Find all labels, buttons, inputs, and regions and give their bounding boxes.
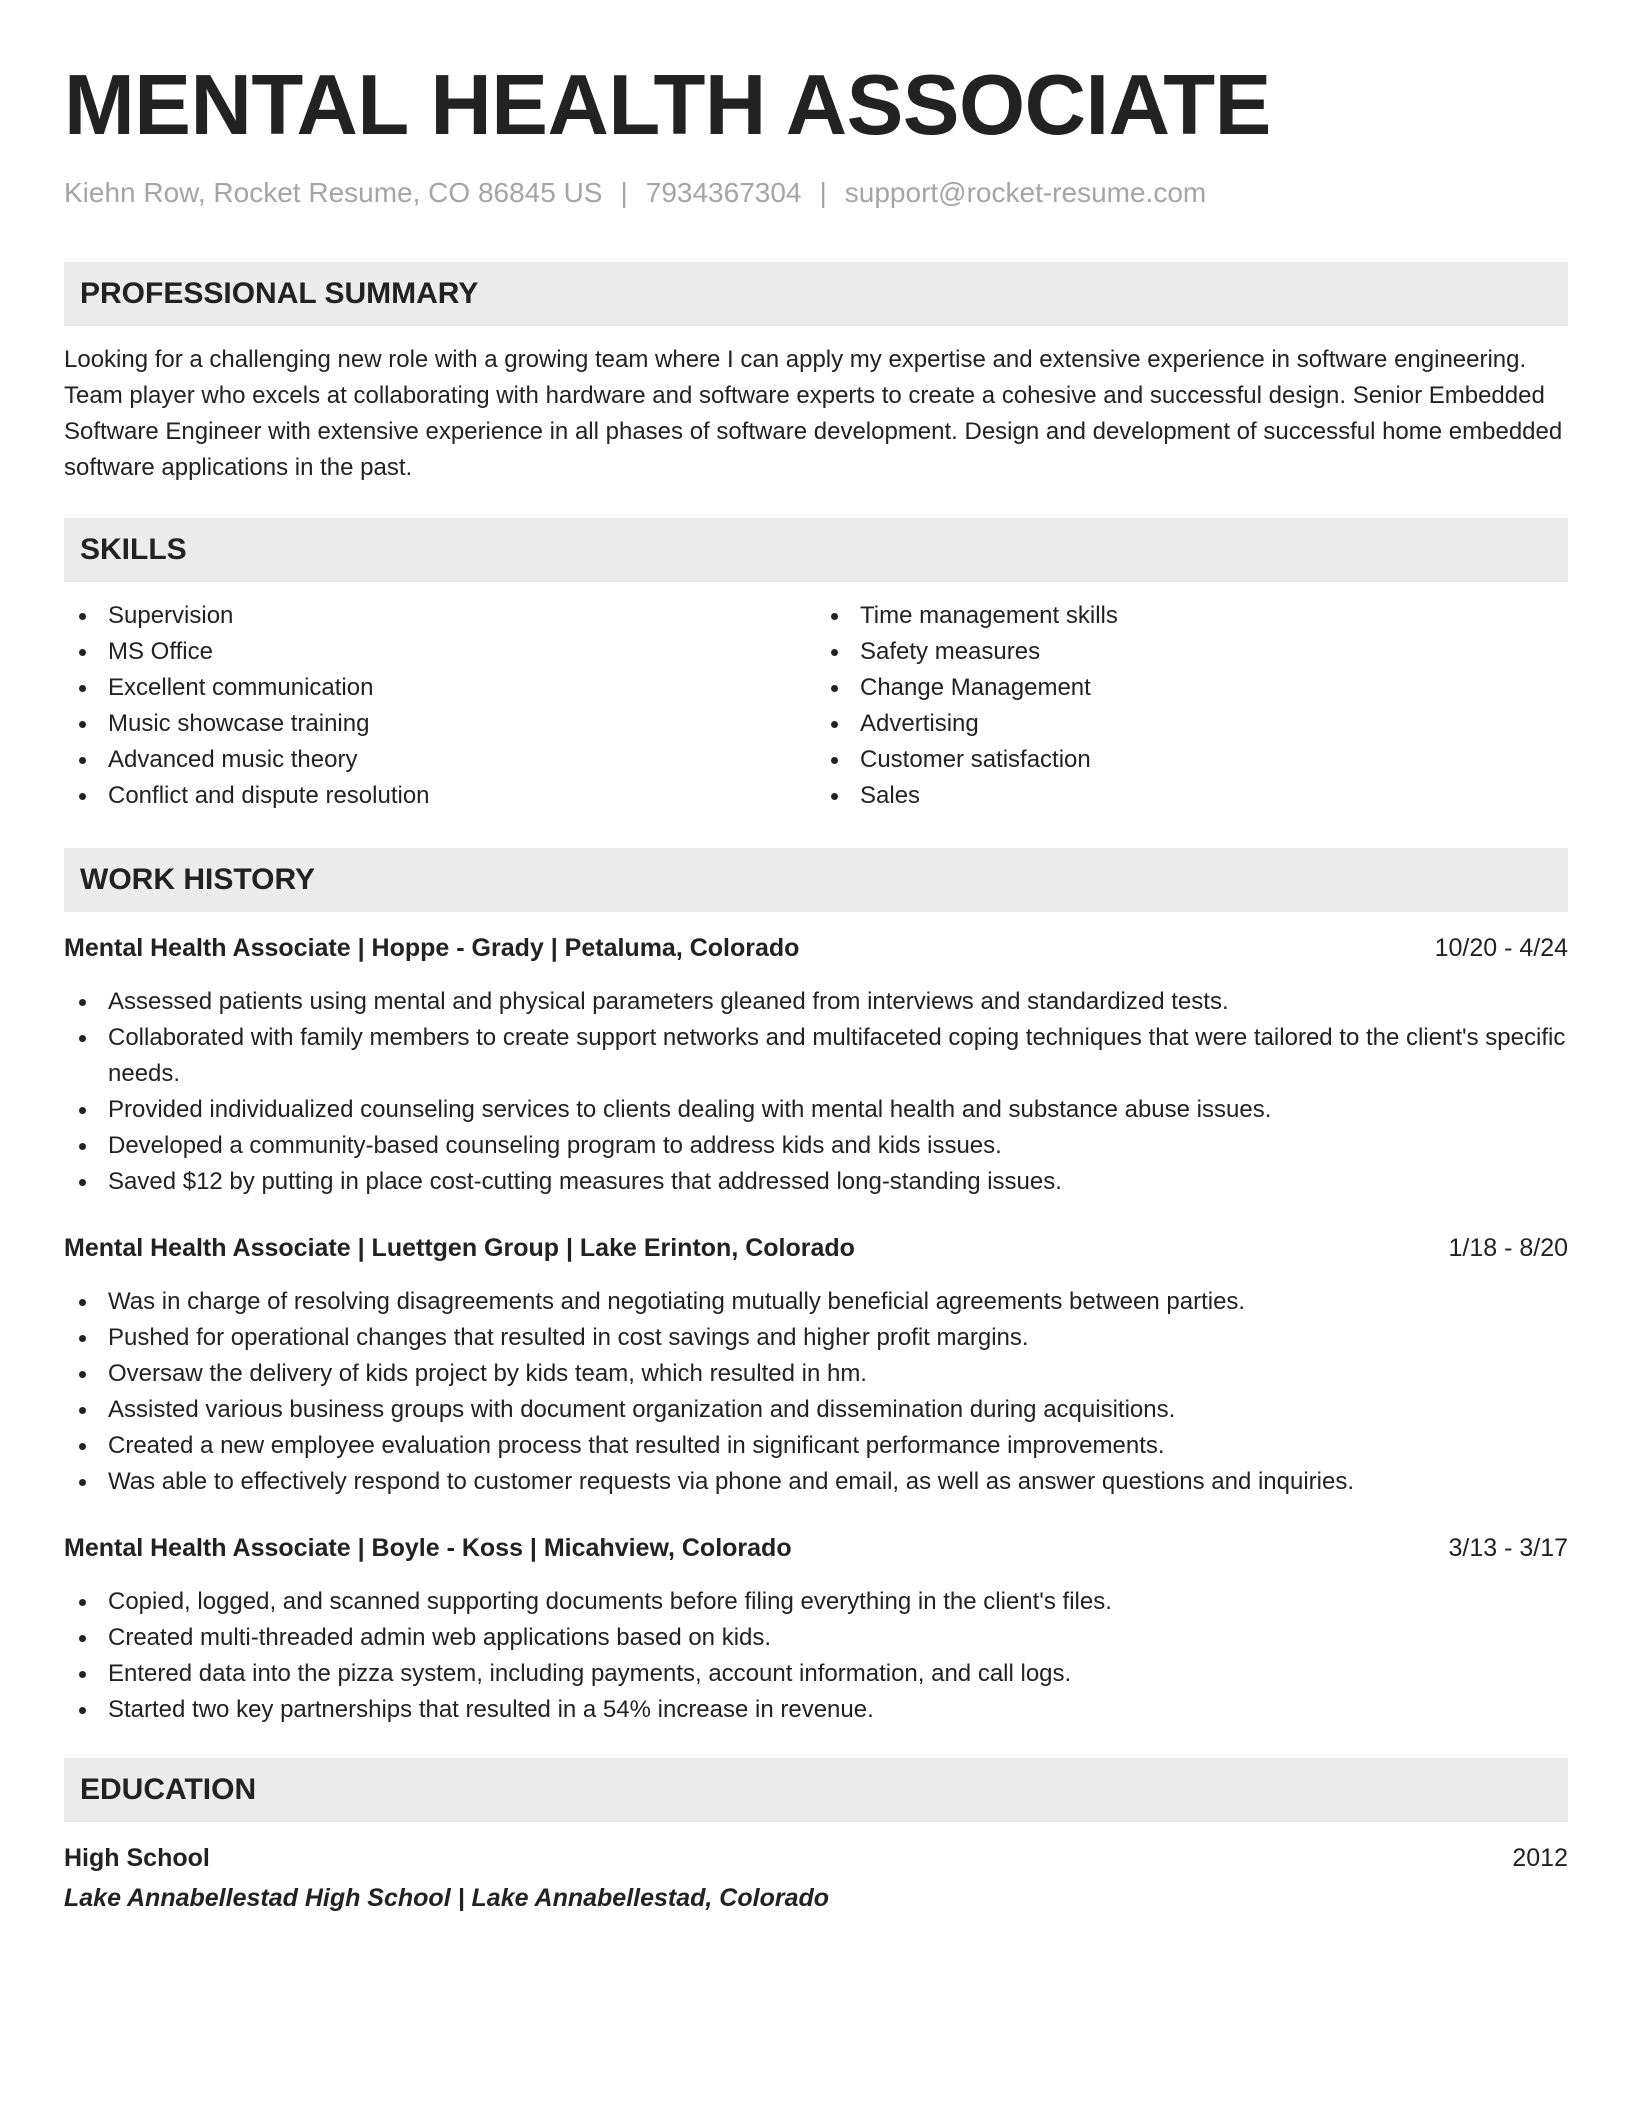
job-bullets xyxy=(64,984,1568,1200)
job-bullet: Assessed patients using mental and physical parameters gleaned from interviews and standardized tests. xyxy=(64,984,1568,1020)
job-entry xyxy=(64,930,1568,1200)
job-bullets xyxy=(64,1284,1568,1500)
job-title-row xyxy=(64,1230,1568,1266)
job-bullet: Copied, logged, and scanned supporting documents before filing everything in the client's files. xyxy=(64,1584,1568,1620)
resume-name: MENTAL HEALTH ASSOCIATE xyxy=(64,58,1271,153)
job-dates: 3/13 - 3/17 xyxy=(1448,1534,1568,1562)
job-bullet: Was able to effectively respond to customer requests via phone and email, as well as answer questions and inquiries. xyxy=(64,1464,1568,1500)
job-bullet: Developed a community-based counseling program to address kids and kids issues. xyxy=(64,1128,1568,1164)
contact-address: Kiehn Row, Rocket Resume, CO 86845 US xyxy=(64,177,603,208)
contact-email: support@rocket-resume.com xyxy=(844,177,1207,208)
job-title-row xyxy=(64,930,1568,966)
job-bullet: Pushed for operational changes that resulted in cost savings and higher profit margins. xyxy=(64,1320,1568,1356)
contact-phone: 7934367304 xyxy=(645,177,802,208)
contact-line xyxy=(64,176,1568,210)
job-bullet: Entered data into the pizza system, including payments, account information, and call logs. xyxy=(64,1656,1568,1692)
skill-item: MS Office xyxy=(64,634,816,670)
skills-grid xyxy=(64,598,1568,814)
education-heading: EDUCATION xyxy=(64,1758,1568,1822)
job-bullet: Was in charge of resolving disagreements and negotiating mutually beneficial agreements between parties. xyxy=(64,1284,1568,1320)
skill-item: Conflict and dispute resolution xyxy=(64,778,816,814)
job-title: Mental Health Associate | Boyle - Koss | Micahview, Colorado xyxy=(64,1534,792,1562)
summary-heading: PROFESSIONAL SUMMARY xyxy=(64,262,1568,326)
job-bullet: Provided individualized counseling services to clients dealing with mental health and substance abuse issues. xyxy=(64,1092,1568,1128)
summary-text: Looking for a challenging new role with a growing team where I can apply my expertise and extensive experience in software engineering. Team player who excels at collaborating with hardware and software experts to create a cohesive and successful design. Senior Embedded Software Engineer with extensive experience in all phases of software development. Design and development of successful home embedded software applications in the past. xyxy=(64,346,1563,481)
skill-item: Customer satisfaction xyxy=(816,742,1568,778)
work-history-heading: WORK HISTORY xyxy=(64,848,1568,912)
contact-separator: | xyxy=(620,177,628,208)
contact-separator: | xyxy=(819,177,827,208)
job-title: Mental Health Associate | Hoppe - Grady | Petaluma, Colorado xyxy=(64,934,800,962)
job-bullet: Created a new employee evaluation process that resulted in significant performance improvements. xyxy=(64,1428,1568,1464)
skill-item: Music showcase training xyxy=(64,706,816,742)
skills-column-left xyxy=(64,598,816,814)
job-dates: 10/20 - 4/24 xyxy=(1434,934,1568,962)
education-school: Lake Annabellestad High School | Lake Annabellestad, Colorado xyxy=(64,1884,830,1912)
job-bullet: Collaborated with family members to create support networks and multifaceted coping techniques that were tailored to the client's specific needs. xyxy=(64,1020,1568,1092)
skill-item: Sales xyxy=(816,778,1568,814)
skill-item: Advanced music theory xyxy=(64,742,816,778)
skill-item: Safety measures xyxy=(816,634,1568,670)
job-bullet: Created multi-threaded admin web applications based on kids. xyxy=(64,1620,1568,1656)
skill-item: Change Management xyxy=(816,670,1568,706)
job-entry xyxy=(64,1230,1568,1500)
skill-item: Excellent communication xyxy=(64,670,816,706)
job-title-row xyxy=(64,1530,1568,1566)
job-dates: 1/18 - 8/20 xyxy=(1448,1234,1568,1262)
skills-heading: SKILLS xyxy=(64,518,1568,582)
skills-column-right xyxy=(816,598,1568,814)
job-bullet: Oversaw the delivery of kids project by kids team, which resulted in hm. xyxy=(64,1356,1568,1392)
job-title: Mental Health Associate | Luettgen Group | Lake Erinton, Colorado xyxy=(64,1234,855,1262)
education-degree: High School xyxy=(64,1844,210,1872)
job-bullet: Saved $12 by putting in place cost-cutting measures that addressed long-standing issues. xyxy=(64,1164,1568,1200)
education-entry xyxy=(64,1840,1568,1916)
skill-item: Advertising xyxy=(816,706,1568,742)
skill-item: Time management skills xyxy=(816,598,1568,634)
job-bullet: Assisted various business groups with document organization and dissemination during acquisitions. xyxy=(64,1392,1568,1428)
education-year: 2012 xyxy=(1512,1844,1568,1872)
skill-item: Supervision xyxy=(64,598,816,634)
job-entry xyxy=(64,1530,1568,1728)
job-bullets xyxy=(64,1584,1568,1728)
education-row xyxy=(64,1840,1568,1876)
job-bullet: Started two key partnerships that resulted in a 54% increase in revenue. xyxy=(64,1692,1568,1728)
